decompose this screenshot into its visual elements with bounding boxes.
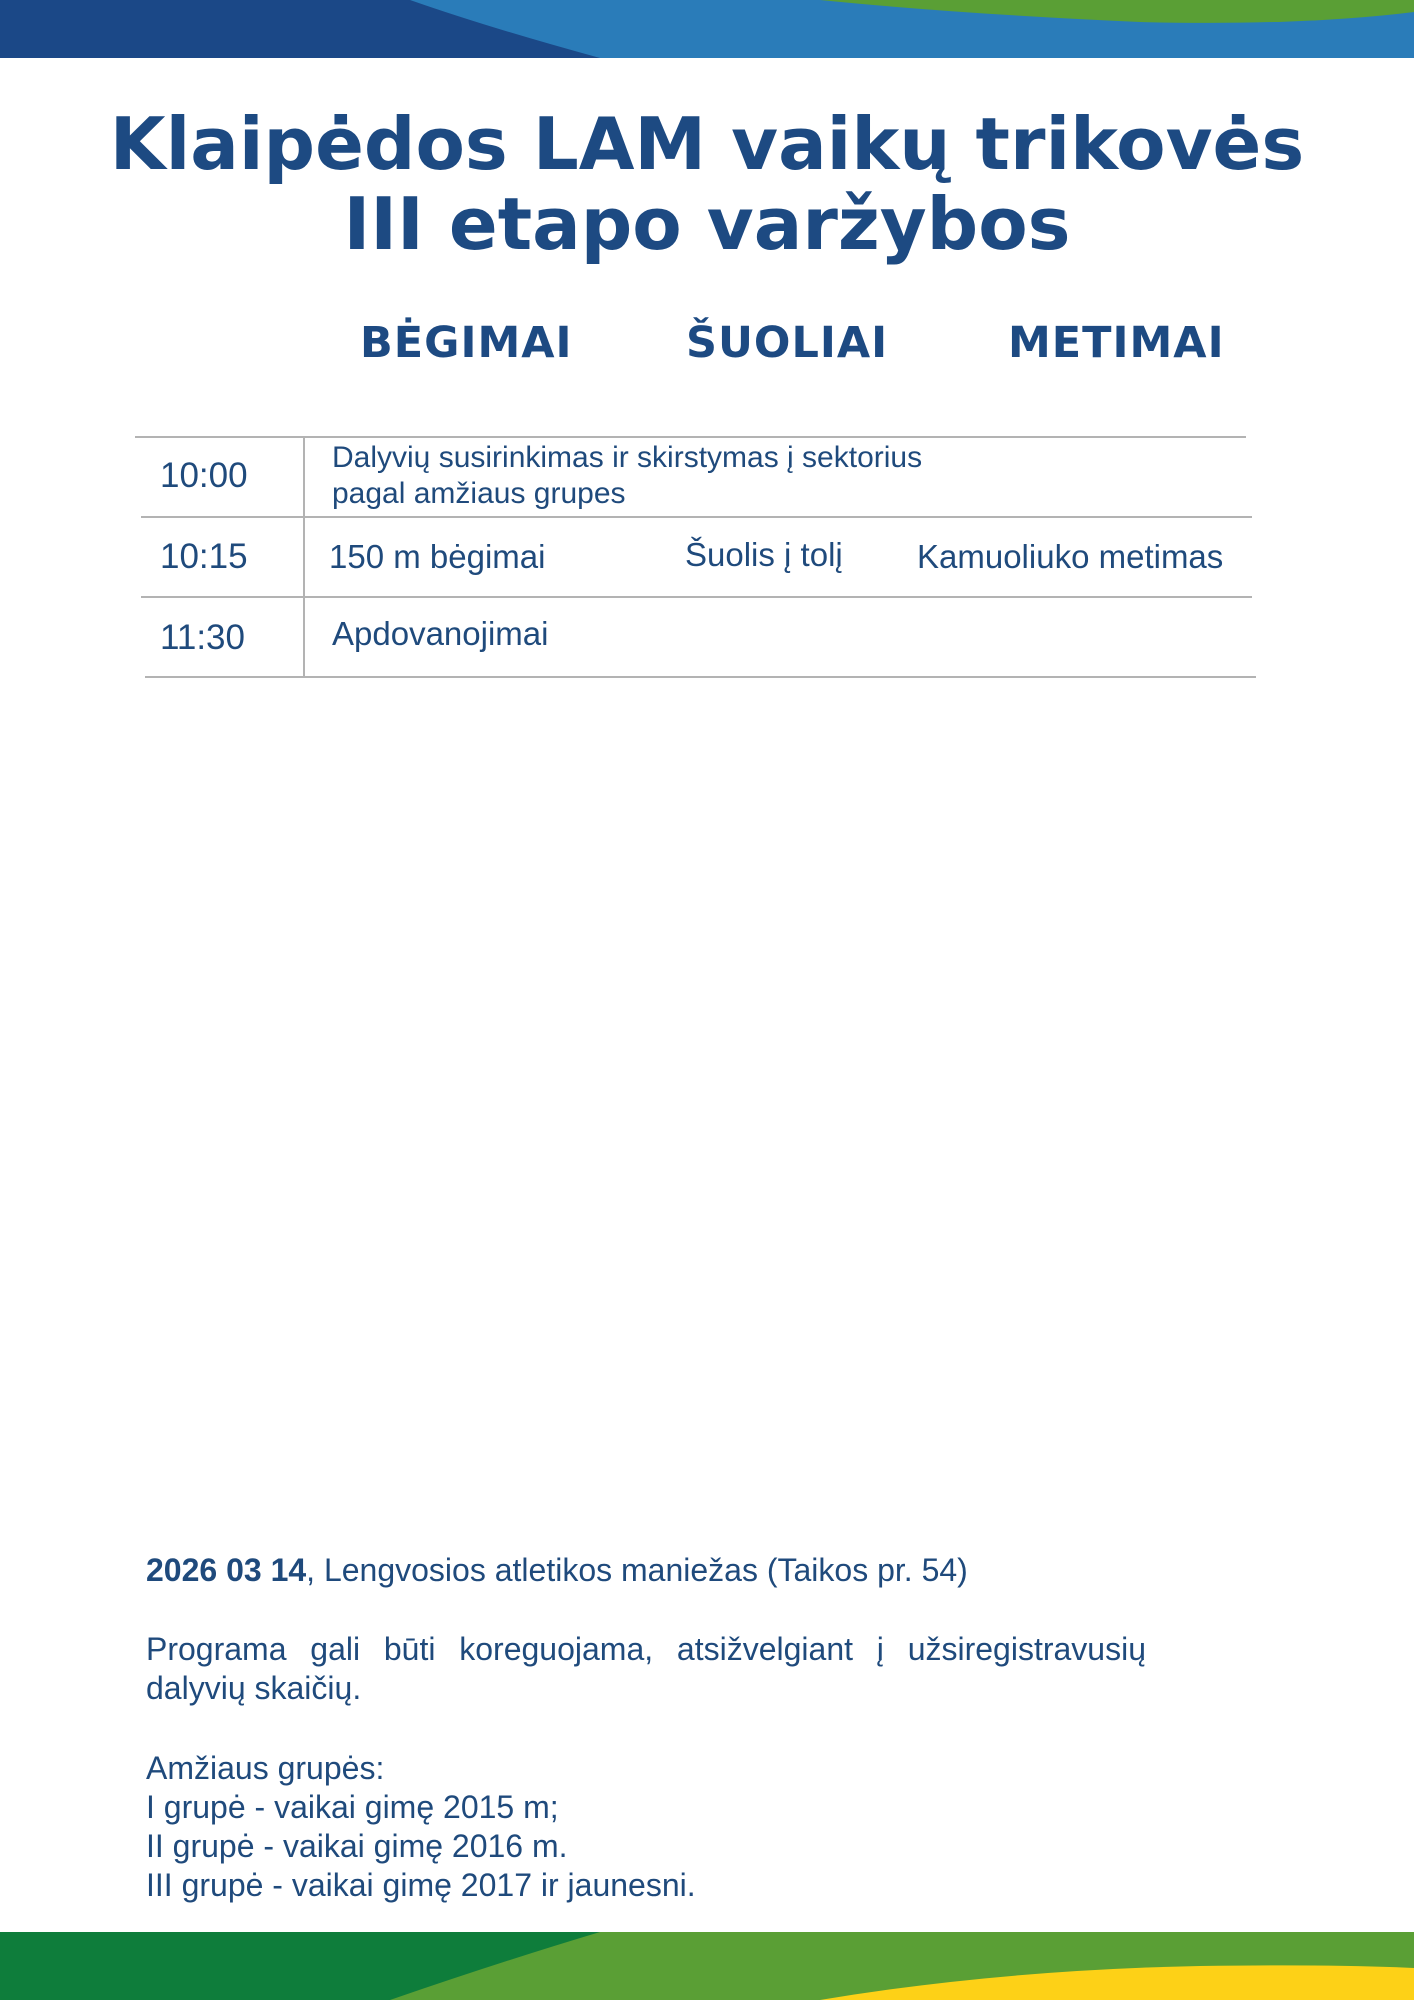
table-rule-top [135,436,1246,438]
schedule-activity-begimai: 150 m bėgimai [329,538,546,575]
table-rule-bottom [145,676,1256,678]
schedule-activity-metimai: Kamuoliuko metimas [917,538,1224,575]
age-group-item: I grupė - vaikai gimę 2015 m; [146,1789,559,1825]
schedule-activity: Apdovanojimai [332,615,549,652]
top-decorative-band [0,0,1414,58]
event-info [146,1551,1122,1590]
title-line-2: III etapo varžybos [343,182,1071,266]
category-heading-suoliai: ŠUOLIAI [686,318,889,368]
event-location: , Lengvosios atletikos maniežas (Taikos pr. 54) [306,1552,968,1588]
category-heading-begimai: BĖGIMAI [360,318,573,368]
table-rule [141,596,1252,598]
program-note-text: Programa gali būti koreguojama, atsižvelgiant į užsiregistravusių dalyvių skaičių. [146,1631,1146,1706]
schedule-activity: Dalyvių susirinkimas ir skirstymas į sektorius [332,441,923,474]
table-rule [141,516,1252,518]
schedule-activity-continued: pagal amžiaus grupes [332,477,626,510]
table-column-divider [303,437,305,677]
bottom-decorative-band [0,1932,1414,2000]
category-heading-metimai: METIMAI [1008,318,1225,368]
event-date: 2026 03 14 [146,1552,307,1588]
title-line-1: Klaipėdos LAM vaikų trikovės [109,102,1305,186]
age-group-item: II grupė - vaikai gimę 2016 m. [146,1828,568,1864]
schedule-time: 10:15 [160,537,248,576]
schedule-activity-suoliai: Šuolis į tolį [685,536,843,573]
age-group-item: III grupė - vaikai gimę 2017 ir jaunesni. [146,1867,696,1903]
schedule-time: 10:00 [160,456,248,495]
page-title [0,104,1414,264]
age-groups [146,1749,1122,1905]
program-note [146,1630,1146,1708]
schedule-time: 11:30 [160,618,245,657]
age-groups-heading: Amžiaus grupės: [146,1750,385,1786]
